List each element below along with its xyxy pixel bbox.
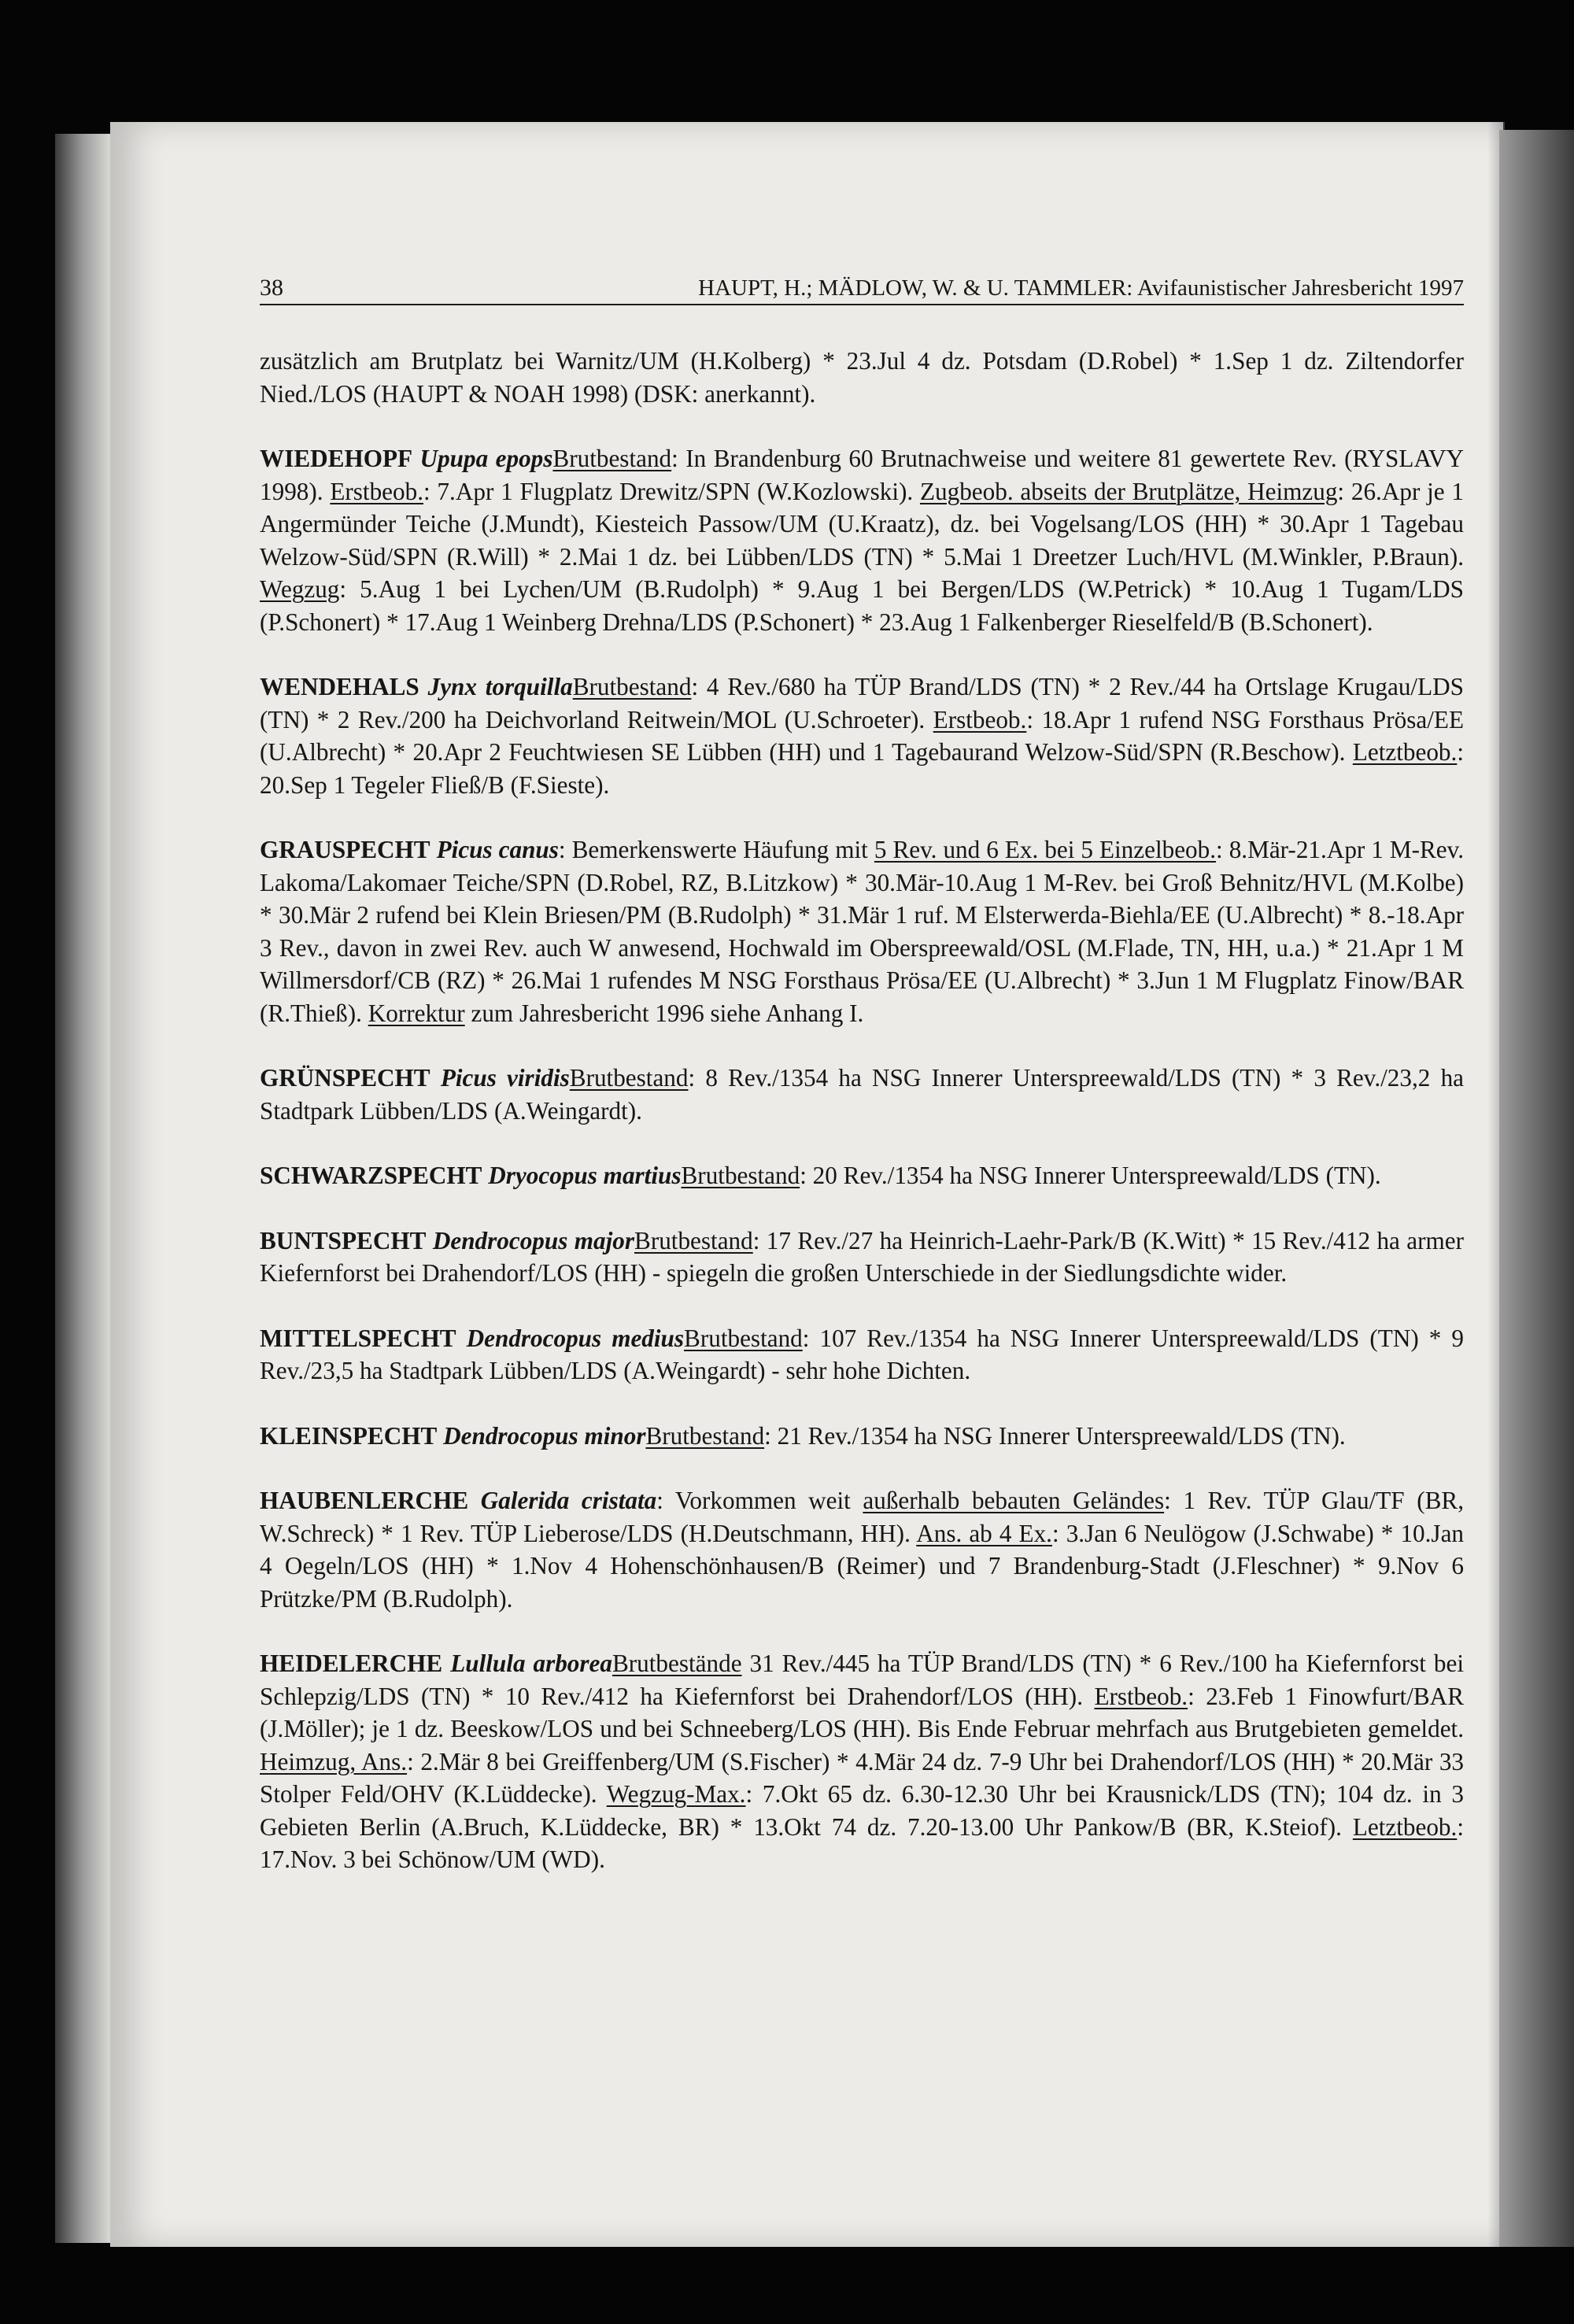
scientific-name: Galerida cristata <box>480 1487 657 1514</box>
scientific-name: Jynx torquilla <box>427 673 573 700</box>
species-entry <box>260 671 1464 801</box>
section-keyword: außerhalb bebauten Geländes <box>863 1487 1165 1514</box>
scientific-name: Dendrocopus major <box>432 1226 635 1254</box>
entry-text: : 23.Feb 1 Finowfurt/BAR (J.Möller); je 1 dz. Beeskow/LOS und bei Schneeberg/LOS (HH). Bis Ende Februar mehrfach aus Brutgebieten gemeldet. <box>260 1682 1464 1742</box>
entry-text: : 2.Mär 8 bei Greiffenberg/UM (S.Fischer) * 4.Mär 24 dz. 7-9 Uhr bei Drahendorf/LOS (HH) * 20.Mär 33 Stolper Feld/OHV (K.Lüddecke). <box>260 1747 1465 1808</box>
section-keyword: Erstbeob. <box>1094 1682 1188 1710</box>
entry-text: : 5.Aug 1 bei Lychen/UM (B.Rudolph) * 9.Aug 1 bei Bergen/LDS (W.Petrick) * 10.Aug 1 Tugam/LDS (P.Schonert) * 17.Aug 1 Weinberg Drehna/LDS (P.Schonert) * 23.Aug 1 Falkenberger Rieselfeld/B (B.Schonert). <box>260 575 1464 636</box>
species-name: WIEDEHOPF <box>260 445 413 472</box>
entry-text: : 18.Apr 1 rufend NSG Forsthaus Prösa/EE (U.Albrecht) * 20.Apr 2 Feuchtwiesen SE Lübben (HH) und 1 Tagebaurand Welzow-Süd/SPN (R.Beschow). <box>260 705 1464 766</box>
section-keyword: Brutbestand <box>572 673 692 700</box>
scientific-name: Picus viridis <box>440 1064 570 1092</box>
entry-text: : Bemerkenswerte Häufung mit <box>558 836 874 863</box>
species-entry <box>260 1647 1464 1876</box>
section-keyword: Wegzug-Max. <box>606 1780 746 1808</box>
right-page-edge <box>1499 130 1574 2247</box>
scientific-name: Dendrocopus medius <box>466 1324 685 1352</box>
entry-text: : 20 Rev./1354 ha NSG Innerer Unterspreewald/LDS (TN). <box>800 1162 1381 1189</box>
section-keyword: Brutbestand <box>569 1064 689 1092</box>
section-keyword: Heimzug, Ans. <box>260 1747 408 1775</box>
entry-text: : 20.Sep 1 Tegeler Fließ/B (F.Sieste). <box>260 738 1464 799</box>
entry-text: : 107 Rev./1354 ha NSG Innerer Unterspreewald/LDS (TN) * 9 Rev./23,5 ha Stadtpark Lübben/LDS (A.Weingardt) - sehr hohe Dichten. <box>260 1324 1465 1384</box>
section-keyword: Brutbestand <box>552 445 672 472</box>
running-title: HAUPT, H.; MÄDLOW, W. & U. TAMMLER: Avifaunistischer Jahresbericht 1997 <box>698 275 1464 301</box>
section-keyword: Erstbeob. <box>330 477 423 505</box>
entry-text: : 4 Rev./680 ha TÜP Brand/LDS (TN) * 2 Rev./44 ha Ortslage Krugau/LDS (TN) * 2 Rev./200 ha Deichvorland Reitwein/MOL (U.Schroeter). <box>260 673 1464 733</box>
species-entry <box>260 1062 1464 1127</box>
species-name: GRÜNSPECHT <box>260 1064 430 1092</box>
section-keyword: Brutbestand <box>634 1226 753 1254</box>
species-entry <box>260 1159 1464 1192</box>
species-name: KLEINSPECHT <box>260 1421 438 1450</box>
section-keyword: Ans. ab 4 Ex. <box>916 1519 1052 1547</box>
species-name: SCHWARZSPECHT <box>260 1162 482 1189</box>
scientific-name: Lullula arborea <box>450 1650 612 1677</box>
entry-text: : 21 Rev./1354 ha NSG Innerer Unterspreewald/LDS (TN). <box>764 1421 1346 1450</box>
entry-text: : 8.Mär-21.Apr 1 M-Rev. Lakoma/Lakomaer Teiche/SPN (D.Robel, RZ, B.Litzkow) * 30.Mär-10.Aug 1 M-Rev. bei Groß Behnitz/HVL (M.Kolbe) * 30.Mär 2 rufend bei Klein Briesen/PM (B.Rudolph) * 31.Mär 1 ruf. M Elsterwerda-Biehla/EE (U.Albrecht) * 8.-18.Apr 3 Rev., davon in zwei Rev. auch W anwesend, Hochwald im Oberspreewald/OSL (M.Flade, TN, HH, u.a.) * 21.Apr 1 M Willmersdorf/CB (RZ) * 26.Mai 1 rufendes M NSG Forsthaus Prösa/EE (U.Albrecht) * 3.Jun 1 M Flugplatz Finow/BAR (R.Thieß). <box>260 836 1465 1027</box>
species-entry <box>260 1322 1464 1387</box>
page-number: 38 <box>260 275 283 301</box>
section-keyword: Erstbeob. <box>933 705 1027 733</box>
entry-text: : 7.Apr 1 Flugplatz Drewitz/SPN (W.Kozlowski). <box>423 477 920 505</box>
entry-text: : 3.Jan 6 Neulögow (J.Schwabe) * 10.Jan 4 Oegeln/LOS (HH) * 1.Nov 4 Hohenschönhausen/B (Reimer) und 7 Brandenburg-Stadt (J.Fleschner) * 9.Nov 6 Prützke/PM (B.Rudolph). <box>260 1519 1464 1613</box>
entry-text: zum Jahresbericht 1996 siehe Anhang I. <box>464 999 864 1027</box>
scientific-name: Picus canus <box>436 836 559 863</box>
species-name: HAUBENLERCHE <box>260 1487 469 1514</box>
entry-text: : 7.Okt 65 dz. 6.30-12.30 Uhr bei Krausnick/LDS (TN); 104 dz. in 3 Gebieten Berlin (A.Bruch, K.Lüddecke, BR) * 13.Okt 74 dz. 7.20-13.00 Uhr Pankow/B (BR, K.Steiof). <box>260 1780 1465 1841</box>
species-name: WENDEHALS <box>260 673 419 700</box>
intro-paragraph: zusätzlich am Brutplatz bei Warnitz/UM (H.Kolberg) * 23.Jul 4 dz. Potsdam (D.Robel) * 1.Sep 1 dz. Ziltendorfer Nied./LOS (HAUPT & NOAH 1998) (DSK: anerkannt). <box>260 347 1464 408</box>
section-keyword: Korrektur <box>368 999 465 1027</box>
species-entry <box>260 442 1464 638</box>
section-keyword: Brutbestand <box>684 1324 803 1352</box>
section-keyword: Letztbeob. <box>1352 1812 1458 1841</box>
entry-text: : Vorkommen weit <box>656 1487 863 1514</box>
species-name: MITTELSPECHT <box>260 1324 456 1352</box>
entry-text: : 17.Nov. 3 bei Schönow/UM (WD). <box>260 1812 1464 1873</box>
section-keyword: Brutbestand <box>645 1421 765 1450</box>
entry-text: : In Brandenburg 60 Brutnachweise und weitere 81 gewertete Rev. (RYSLAVY 1998). <box>260 445 1465 505</box>
scientific-name: Upupa epops <box>419 445 553 472</box>
species-name: GRAUSPECHT <box>260 836 430 863</box>
species-entry <box>260 833 1464 1029</box>
section-keyword: Brutbestände <box>611 1650 742 1677</box>
page-text <box>260 274 1464 1908</box>
scientific-name: Dendrocopus minor <box>443 1421 646 1450</box>
species-name: HEIDELERCHE <box>260 1650 443 1677</box>
species-entries <box>260 442 1464 1876</box>
entry-text: 31 Rev./445 ha TÜP Brand/LDS (TN) * 6 Rev./100 ha Kiefernforst bei Schlepzig/LDS (TN) * 10 Rev./412 ha Kiefernforst bei Drahendorf/LOS (HH). <box>260 1650 1465 1710</box>
section-keyword: Letztbeob. <box>1352 738 1458 766</box>
entry-text: : 1 Rev. TÜP Glau/TF (BR, W.Schreck) * 1 Rev. TÜP Lieberose/LDS (H.Deutschmann, HH). <box>260 1487 1464 1547</box>
section-keyword: Zugbeob. abseits der Brutplätze, Heimzug <box>919 477 1338 505</box>
scientific-name: Dryocopus martius <box>488 1162 682 1189</box>
section-keyword: Brutbestand <box>681 1162 800 1189</box>
running-head <box>260 274 1464 305</box>
section-keyword: Wegzug <box>260 575 340 603</box>
species-entry <box>260 1420 1464 1453</box>
entry-text: : 17 Rev./27 ha Heinrich-Laehr-Park/B (K.Witt) * 15 Rev./412 ha armer Kiefernforst bei Drahendorf/LOS (HH) - spiegeln die großen Unterschiede in der Siedlungsdichte wider. <box>260 1226 1465 1287</box>
species-entry <box>260 1484 1464 1615</box>
species-entry <box>260 1225 1464 1290</box>
entry-text: : 26.Apr je 1 Angermünder Teiche (J.Mundt), Kiesteich Passow/UM (U.Kraatz), dz. bei Vogelsang/LOS (HH) * 30.Apr 1 Tagebau Welzow-Süd/SPN (R.Will) * 2.Mai 1 dz. bei Lübben/LDS (TN) * 5.Mai 1 Dreetzer Luch/HVL (M.Winkler, P.Braun). <box>260 477 1464 571</box>
species-name: BUNTSPECHT <box>260 1226 427 1254</box>
entry-text: : 8 Rev./1354 ha NSG Innerer Unterspreewald/LDS (TN) * 3 Rev./23,2 ha Stadtpark Lübben/LDS (A.Weingardt). <box>260 1064 1465 1125</box>
section-keyword: 5 Rev. und 6 Ex. bei 5 Einzelbeob. <box>874 836 1217 863</box>
